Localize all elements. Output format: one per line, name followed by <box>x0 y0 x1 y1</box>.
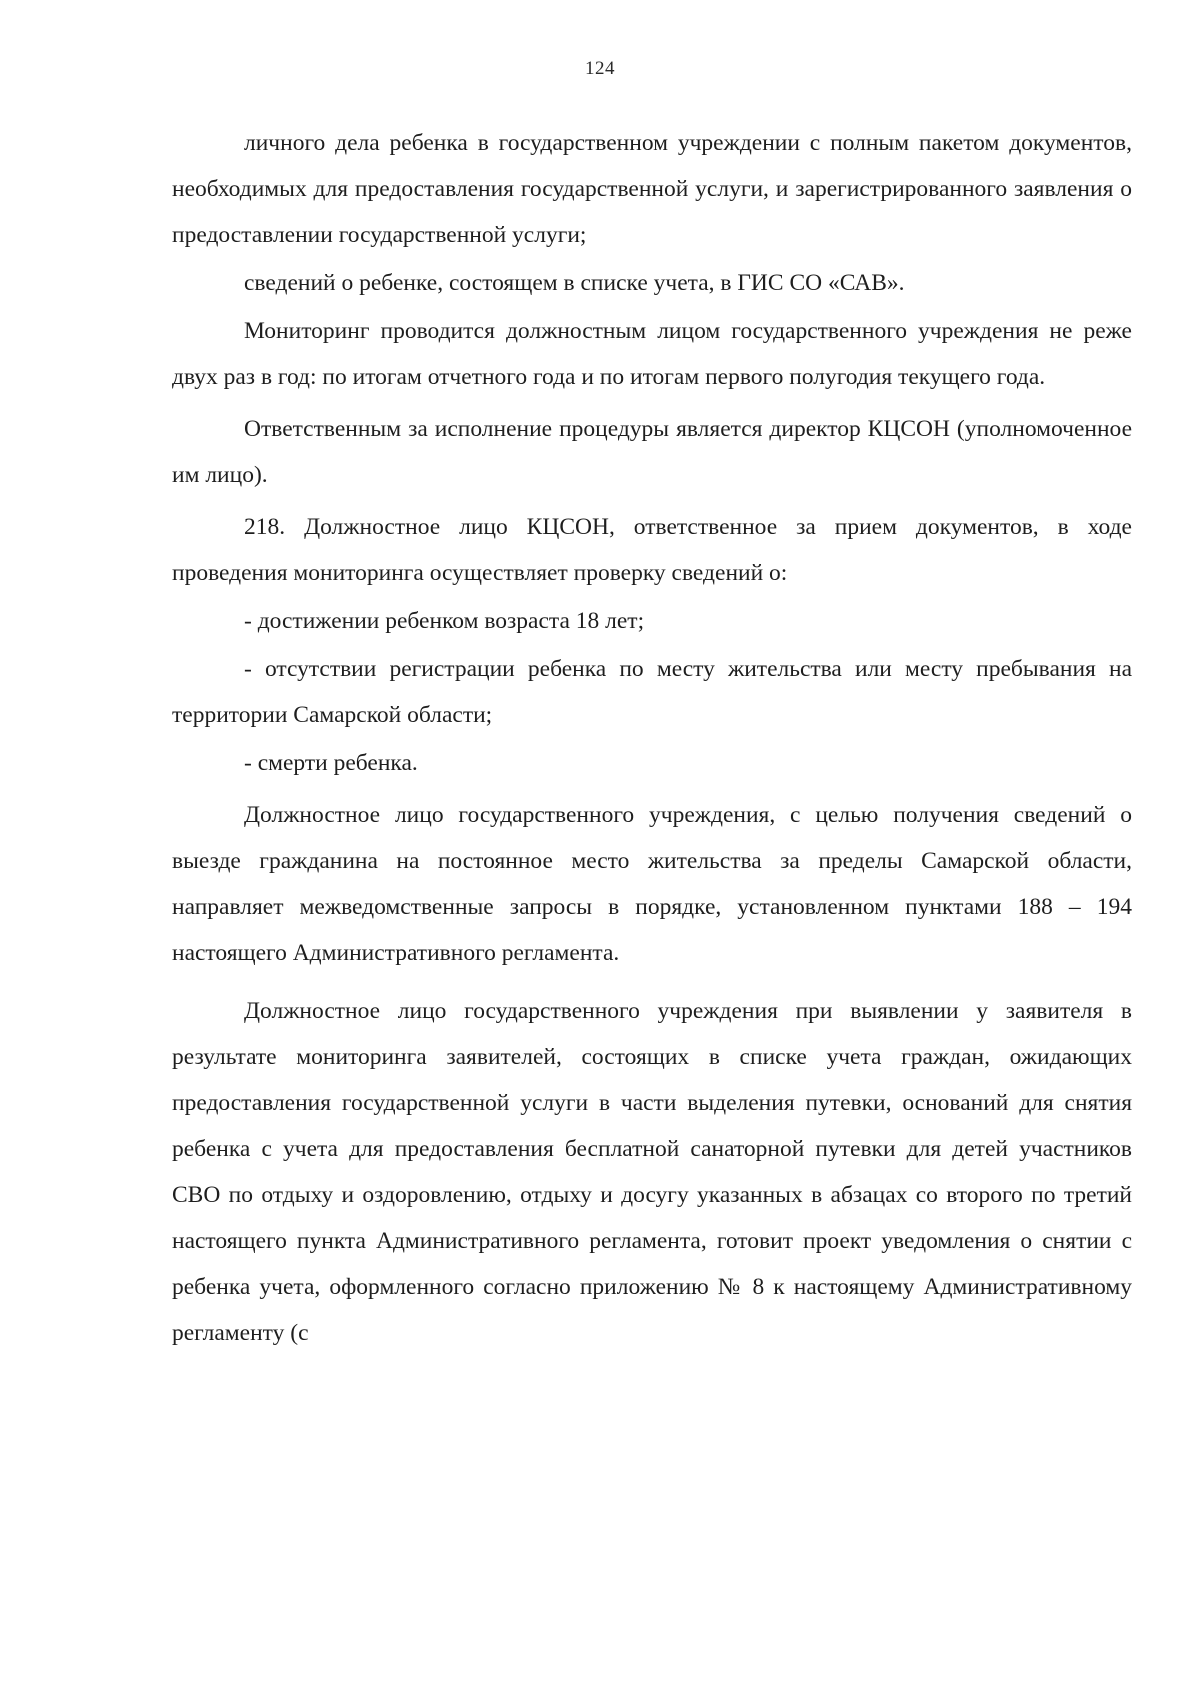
paragraph-responsible-person: Ответственным за исполнение процедуры является директор КЦСОН (уполномоченное им лицо). <box>172 416 1132 488</box>
paragraph-monitoring-schedule: Мониторинг проводится должностным лицом государственного учреждения не реже двух раз в год: по итогам отчетного года и по итогам первого полугодия текущего года. <box>172 318 1132 390</box>
list-item-registration: - отсутствии регистрации ребенка по месту жительства или месту пребывания на территории Самарской области; <box>172 656 1132 728</box>
paragraph-item-218: 218. Должностное лицо КЦСОН, ответственное за прием документов, в ходе проведения мониторинга осуществляет проверку сведений о: <box>172 514 1132 586</box>
list-item-age: - достижении ребенком возраста 18 лет; <box>244 608 645 634</box>
document-body <box>172 120 1132 1356</box>
page-number: 124 <box>585 58 615 79</box>
paragraph-gis-info: сведений о ребенке, состоящем в списке учета, в ГИС СО «САВ». <box>244 270 905 296</box>
paragraph-deregistration: Должностное лицо государственного учреждения при выявлении у заявителя в результате мониторинга заявителей, состоящих в списке учета граждан, ожидающих предоставления государственной услуги в части выделения путевки, оснований для снятия ребенка с учета для предоставления бесплатной санаторной путевки для детей участников СВО по отдыху и оздоровлению, отдыху и досугу указанных в абзацах со второго по третий настоящего пункта Административного регламента, готовит проект уведомления о снятии с ребенка учета, оформленного согласно приложению № 8 к настоящему Административному регламенту (с <box>172 998 1132 1346</box>
paragraph-continuation: личного дела ребенка в государственном учреждении с полным пакетом документов, необходимых для предоставления государственной услуги, и зарегистрированного заявления о предоставлении государственной услуги; <box>172 130 1132 248</box>
paragraph-interagency-requests: Должностное лицо государственного учреждения, с целью получения сведений о выезде гражданина на постоянное место жительства за пределы Самарской области, направляет межведомственные запросы в порядке, установленном пунктами 188 – 194 настоящего Административного регламента. <box>172 802 1132 966</box>
list-item-death: - смерти ребенка. <box>244 750 418 776</box>
